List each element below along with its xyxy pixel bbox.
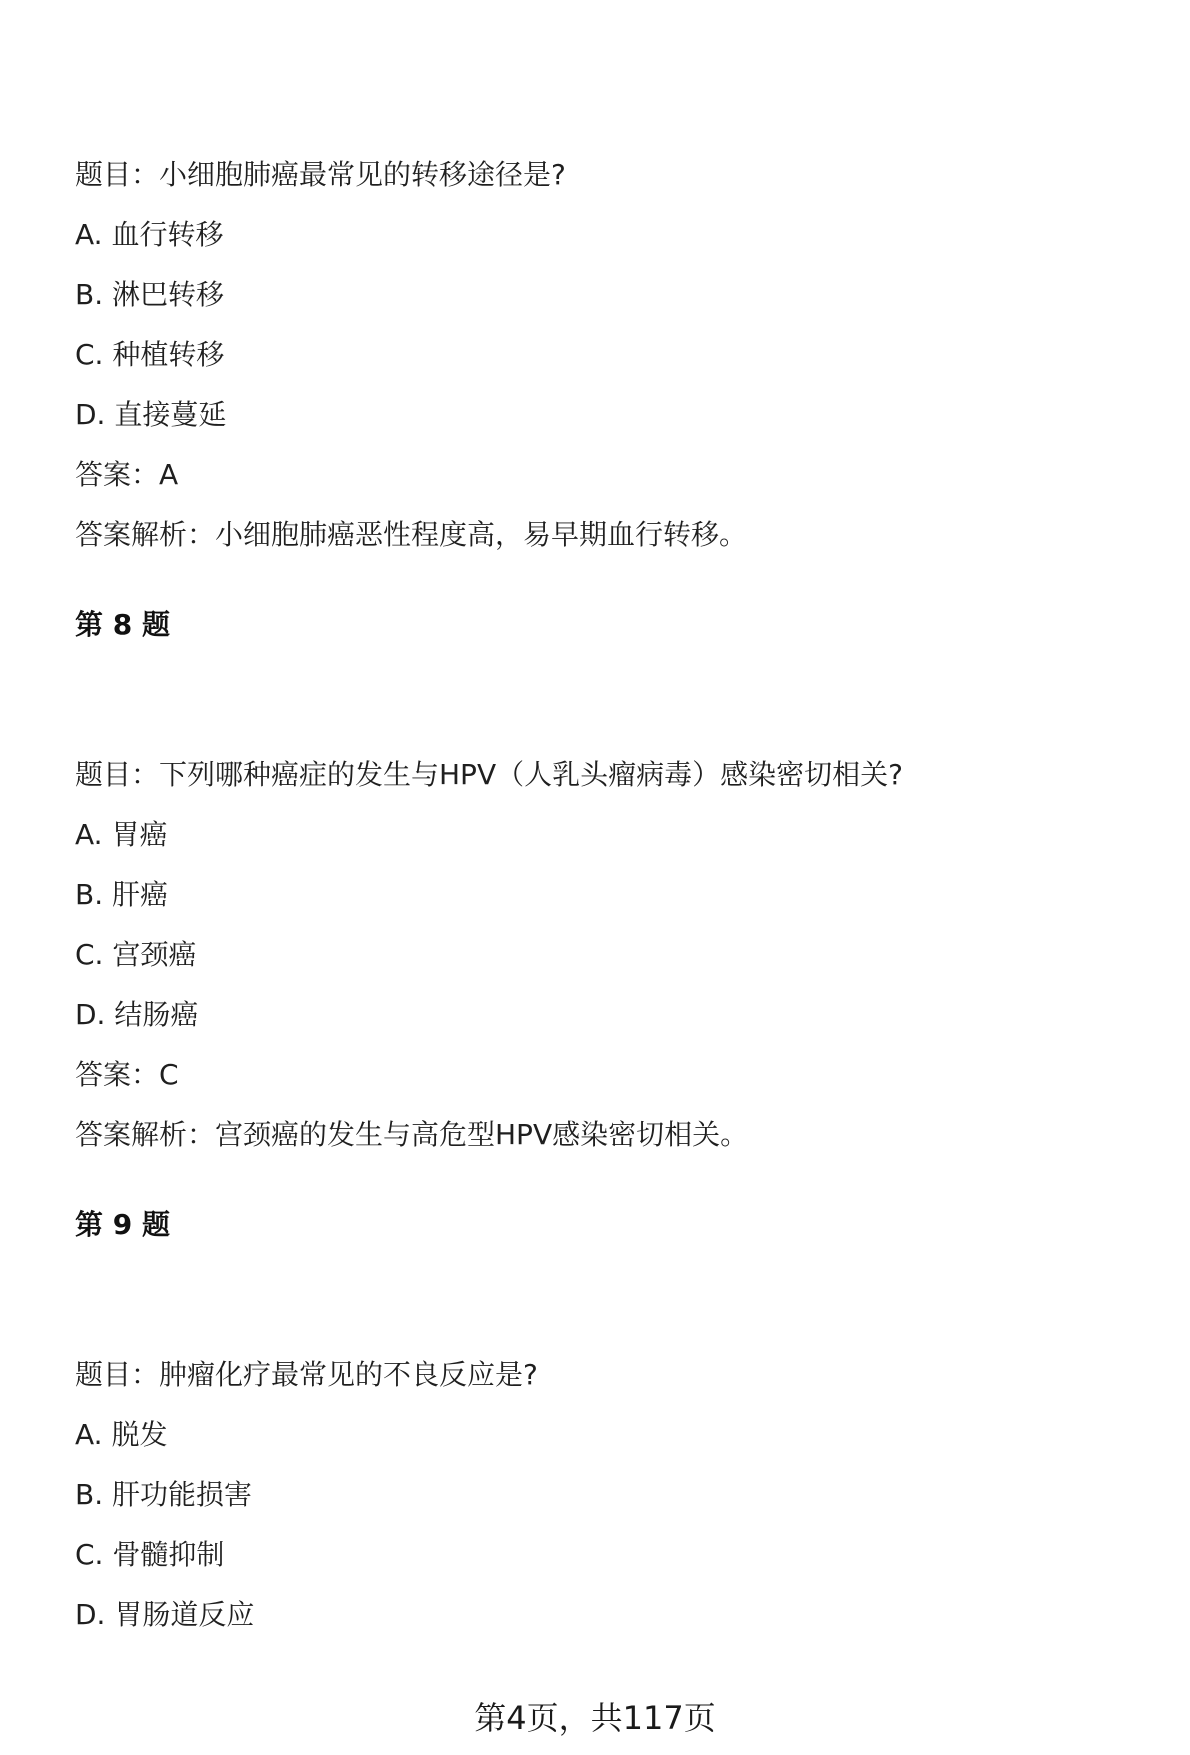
q9-option-c: C. 骨髓抑制 [75,1538,225,1571]
q8-option-c: C. 宫颈癌 [75,938,197,971]
q8-heading: 第 8 题 [75,608,170,641]
q7-answer: 答案：A [75,458,179,491]
q8-explanation: 答案解析：宫颈癌的发生与高危型HPV感染密切相关。 [75,1118,749,1151]
page-number-footer: 第4页，共117页 [474,1699,716,1737]
q9-option-a: A. 脱发 [75,1418,168,1451]
q7-question: 题目：小细胞肺癌最常见的转移途径是? [75,158,566,191]
q8-option-b: B. 肝癌 [75,878,169,911]
q8-option-d: D. 结肠癌 [75,998,199,1031]
q8-question: 题目：下列哪种癌症的发生与HPV（人乳头瘤病毒）感染密切相关? [75,758,903,791]
q7-explanation: 答案解析：小细胞肺癌恶性程度高，易早期血行转移。 [75,518,748,551]
q7-option-d: D. 直接蔓延 [75,398,227,431]
q7-option-c: C. 种植转移 [75,338,225,371]
q7-option-a: A. 血行转移 [75,218,224,251]
q9-option-b: B. 肝功能损害 [75,1478,253,1511]
q9-heading: 第 9 题 [75,1208,170,1241]
q9-question: 题目：肿瘤化疗最常见的不良反应是? [75,1358,538,1391]
q8-option-a: A. 胃癌 [75,818,168,851]
q7-option-b: B. 淋巴转移 [75,278,225,311]
q8-answer: 答案：C [75,1058,179,1091]
q9-option-d: D. 胃肠道反应 [75,1598,255,1631]
